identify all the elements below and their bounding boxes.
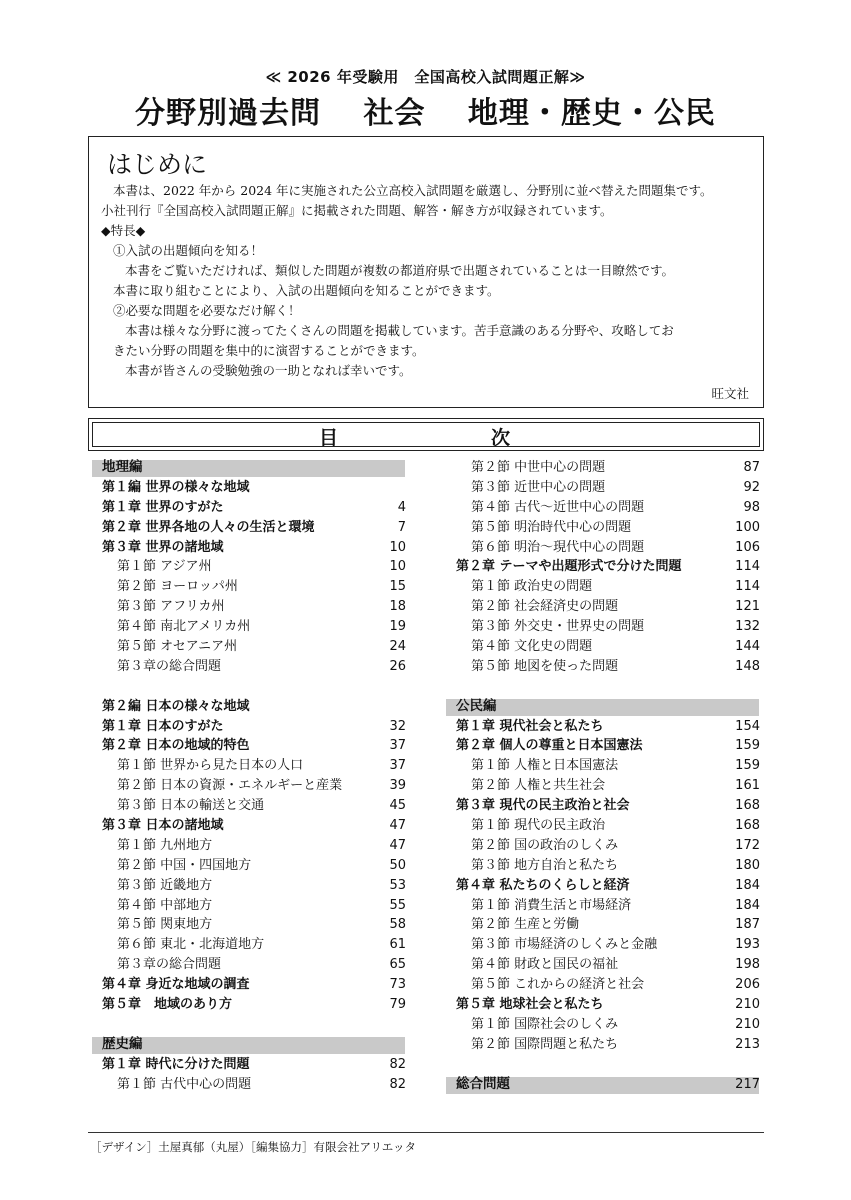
toc-entry-title: 第２章 個人の尊重と日本国憲法 <box>456 738 643 754</box>
toc-entry-title: 第３章 現代の民主政治と社会 <box>456 798 630 814</box>
toc-entry-page: 7 <box>397 519 406 535</box>
toc-entry-page: 37 <box>389 758 406 774</box>
toc-part-header <box>92 458 412 478</box>
toc-entry-page: 159 <box>735 758 760 774</box>
toc-entry-page: 187 <box>735 917 760 933</box>
toc-entry-page: 47 <box>389 818 406 834</box>
toc-entry-title: 第５節 これからの経済と社会 <box>471 977 645 993</box>
toc-entry-page: 39 <box>389 778 406 794</box>
toc-entry-title: 第３節 近畿地方 <box>117 877 213 893</box>
toc-section-row <box>446 1035 766 1055</box>
intro-line: 本書は、2022 年から 2024 年に実施された公立高校入試問題を厳選し、分野別に並べ替えた問題集です。 <box>113 183 713 198</box>
toc-entry-title: 第１節 人権と日本国憲法 <box>471 758 619 774</box>
toc-section-row <box>446 776 766 796</box>
toc-entry-page: 87 <box>743 460 760 475</box>
toc-section-row <box>92 856 412 876</box>
toc-entry-page: 82 <box>389 1056 406 1072</box>
toc-entry-title: 公民編 <box>456 697 497 714</box>
toc-entry-page: 19 <box>389 619 406 635</box>
toc-section-row <box>446 756 766 776</box>
toc-entry-title: 地理編 <box>102 459 143 475</box>
toc-entry-page: 206 <box>735 977 760 993</box>
toc-chapter-row <box>92 816 412 836</box>
toc-entry-title: 第１編 世界の様々な地域 <box>102 479 250 495</box>
toc-entry-title: 第３章の総合問題 <box>117 957 222 973</box>
intro-heading: はじめに <box>107 150 208 179</box>
toc-section-row <box>92 756 412 776</box>
toc-chapter-row <box>92 518 412 538</box>
toc-section-row <box>446 597 766 617</box>
toc-entry-page: 37 <box>389 738 406 754</box>
toc-section-row <box>92 935 412 955</box>
toc-entry-title: 第４節 南北アメリカ州 <box>117 619 251 635</box>
toc-entry-page: 65 <box>389 957 406 973</box>
toc-section-row <box>446 915 766 935</box>
toc-section-row <box>446 478 766 498</box>
toc-entry-title: 第４節 財政と国民の福祉 <box>471 957 619 973</box>
toc-entry-title: 第５節 明治時代中心の問題 <box>471 519 632 535</box>
toc-entry-title: 第４節 古代～近世中心の問題 <box>471 499 645 515</box>
toc-part-header <box>446 697 766 717</box>
toc-entry-page: 61 <box>389 937 406 953</box>
toc-entry-page: 18 <box>389 599 406 615</box>
toc-entry-page: 58 <box>389 917 406 933</box>
toc-entry-title: 第５節 関東地方 <box>117 917 213 933</box>
toc-entry-title: 第４節 中部地方 <box>117 897 213 913</box>
intro-box <box>88 136 764 408</box>
toc-section-row <box>446 617 766 637</box>
toc-entry-title: 第６節 東北・北海道地方 <box>117 937 265 953</box>
toc-entry-page: 92 <box>743 479 760 495</box>
toc-entry-page: 10 <box>389 559 406 575</box>
toc-entry-page: 210 <box>735 1016 760 1032</box>
toc-entry-page: 98 <box>743 499 760 515</box>
toc-chapter-row <box>92 697 412 717</box>
toc-chapter-row <box>446 995 766 1015</box>
toc-section-row <box>446 637 766 657</box>
toc-section-row <box>446 538 766 558</box>
toc-entry-title: 第３節 近世中心の問題 <box>471 479 606 495</box>
toc-entry-title: 第２節 ヨーロッパ州 <box>117 579 238 595</box>
toc-entry-page: 55 <box>389 897 406 913</box>
toc-entry-page: 121 <box>735 599 760 615</box>
toc-chapter-row <box>446 717 766 737</box>
toc-section-row <box>92 955 412 975</box>
toc-entry-page: 26 <box>389 658 406 674</box>
toc-section-row <box>446 1015 766 1035</box>
intro-line: ◆特長◆ <box>101 223 146 238</box>
toc-entry-title: 第１節 消費生活と市場経済 <box>471 897 632 913</box>
toc-entry-page: 213 <box>735 1036 760 1052</box>
toc-section-row <box>446 498 766 518</box>
toc-spacer <box>92 677 412 697</box>
intro-line: 本書に取り組むことにより、入試の出題傾向を知ることができます。 <box>113 283 500 298</box>
toc-chapter-row <box>92 538 412 558</box>
toc-section-row <box>446 836 766 856</box>
toc-section-row <box>92 577 412 597</box>
toc-entry-title: 第３章 日本の諸地域 <box>102 818 224 834</box>
toc-entry-title: 第１節 九州地方 <box>117 837 213 853</box>
toc-entry-title: 第４章 私たちのくらしと経済 <box>456 877 630 893</box>
toc-entry-page: 154 <box>735 718 760 734</box>
toc-entry-page: 198 <box>735 957 760 973</box>
toc-section-row <box>92 597 412 617</box>
toc-entry-title: 歴史編 <box>102 1035 143 1052</box>
toc-section-row <box>92 1075 412 1095</box>
toc-entry-page: 50 <box>389 857 406 873</box>
toc-spacer <box>92 1015 412 1035</box>
toc-entry-title: 第１章 現代社会と私たち <box>456 718 604 734</box>
toc-section-row <box>446 856 766 876</box>
toc-chapter-row <box>446 796 766 816</box>
toc-section-row <box>446 975 766 995</box>
toc-chapter-row <box>446 876 766 896</box>
toc-entry-title: 第２章 テーマや出題形式で分けた問題 <box>456 559 682 575</box>
toc-entry-page: 24 <box>389 639 406 655</box>
intro-line: 小社刊行『全国高校入試問題正解』に掲載された問題、解答・解き方が収録されています。 <box>101 203 613 218</box>
toc-entry-page: 10 <box>389 539 406 555</box>
toc-entry-title: 第４章 身近な地域の調査 <box>102 977 250 993</box>
toc-section-row <box>92 657 412 677</box>
toc-chapter-row <box>92 478 412 498</box>
toc-entry-title: 第２節 中世中心の問題 <box>471 460 606 475</box>
toc-entry-title: 第２節 日本の資源・エネルギーと産業 <box>117 778 343 794</box>
toc-entry-page: 168 <box>735 818 760 834</box>
intro-body <box>101 181 755 381</box>
toc-column-right <box>446 458 766 1095</box>
toc-chapter-row <box>92 736 412 756</box>
intro-line: 本書が皆さんの受験勉強の一助となれば幸いです。 <box>125 363 412 378</box>
footer-divider <box>88 1132 764 1133</box>
toc-entry-page: 4 <box>397 499 406 515</box>
publisher: 旺文社 <box>711 386 749 401</box>
toc-entry-title: 第２節 人権と共生社会 <box>471 778 606 794</box>
toc-entry-page: 180 <box>735 857 760 873</box>
toc-entry-title: 第１節 国際社会のしくみ <box>471 1016 619 1032</box>
toc-entry-page: 184 <box>735 877 760 893</box>
toc-chapter-row <box>92 1055 412 1075</box>
toc-section-row <box>446 577 766 597</box>
toc-title-left: 目 <box>319 427 339 449</box>
toc-entry-title: 第１節 世界から見た日本の人口 <box>117 758 304 774</box>
toc-entry-page: 45 <box>389 798 406 814</box>
toc-section-row <box>92 637 412 657</box>
toc-chapter-row <box>92 498 412 518</box>
toc-entry-title: 第３節 外交史・世界史の問題 <box>471 619 645 635</box>
toc-section-row <box>446 518 766 538</box>
intro-line: 本書をご覧いただければ、類似した問題が複数の都道府県で出題されていることは一目瞭然です。 <box>125 263 675 278</box>
toc-entry-title: 第２編 日本の様々な地域 <box>102 698 250 714</box>
toc-entry-title: 第４節 文化史の問題 <box>471 639 593 655</box>
toc-part-header <box>92 1035 412 1055</box>
toc-section-row <box>446 657 766 677</box>
toc-part-header <box>446 1075 766 1095</box>
toc-section-row <box>446 935 766 955</box>
toc-entry-title: 第１節 政治史の問題 <box>471 579 593 595</box>
toc-entry-title: 第２章 日本の地域的特色 <box>102 738 250 754</box>
toc-entry-title: 第３節 地方自治と私たち <box>471 857 619 873</box>
toc-entry-page: 106 <box>735 539 760 555</box>
toc-entry-title: 第５章 地域のあり方 <box>102 997 233 1013</box>
toc-section-row <box>92 617 412 637</box>
toc-spacer <box>446 677 766 697</box>
toc-entry-page: 132 <box>735 619 760 635</box>
toc-entry-page: 73 <box>389 977 406 993</box>
toc-entry-title: 第３節 市場経済のしくみと金融 <box>471 937 658 953</box>
intro-line: 本書は様々な分野に渡ってたくさんの問題を掲載しています。苦手意識のある分野や、攻略してお <box>125 323 674 338</box>
toc-entry-page: 47 <box>389 837 406 853</box>
toc-entry-page: 32 <box>389 718 406 734</box>
toc-title-box <box>88 418 764 451</box>
toc-section-row <box>92 796 412 816</box>
toc-section-row <box>92 557 412 577</box>
toc-entry-page: 148 <box>735 658 760 674</box>
intro-line: きたい分野の問題を集中的に演習することができます。 <box>113 343 425 358</box>
toc-column-left <box>92 458 412 1095</box>
toc-entry-title: 第１章 時代に分けた問題 <box>102 1056 250 1072</box>
toc-section-row <box>92 915 412 935</box>
toc-entry-page: 159 <box>735 738 760 754</box>
toc-entry-title: 第３節 アフリカ州 <box>117 599 225 615</box>
toc-entry-page: 168 <box>735 798 760 814</box>
toc-entry-page: 144 <box>735 639 760 655</box>
toc-entry-title: 第１節 現代の民主政治 <box>471 818 606 834</box>
toc-entry-title: 第６節 明治～現代中心の問題 <box>471 539 645 555</box>
toc-entry-page: 79 <box>389 997 406 1013</box>
toc-entry-title: 第１節 アジア州 <box>117 559 212 575</box>
toc-entry-page: 210 <box>735 997 760 1013</box>
toc-entry-title: 総合問題 <box>456 1075 510 1092</box>
toc-entry-page: 114 <box>735 559 760 575</box>
toc-entry-title: 第１章 世界のすがた <box>102 499 224 515</box>
toc-entry-page: 161 <box>735 778 760 794</box>
toc-entry-title: 第２節 生産と労働 <box>471 917 580 933</box>
toc-entry-title: 第３章の総合問題 <box>117 658 222 674</box>
toc-chapter-row <box>446 736 766 756</box>
toc-title-right: 次 <box>491 427 511 449</box>
toc-entry-title: 第１章 日本のすがた <box>102 718 224 734</box>
toc-entry-page: 82 <box>389 1076 406 1092</box>
supertitle: ≪ 2026 年受験用 全国高校入試問題正解≫ <box>265 68 586 86</box>
toc-section-row <box>446 955 766 975</box>
toc-entry-title: 第２節 国の政治のしくみ <box>471 837 619 853</box>
toc-entry-title: 第５章 地球社会と私たち <box>456 997 604 1013</box>
toc-entry-page: 184 <box>735 897 760 913</box>
toc-chapter-row <box>92 975 412 995</box>
toc-entry-title: 第３節 日本の輸送と交通 <box>117 798 265 814</box>
toc-chapter-row <box>446 557 766 577</box>
toc-entry-page: 217 <box>735 1076 760 1092</box>
toc-entry-page: 100 <box>735 519 760 535</box>
toc-entry-title: 第１節 古代中心の問題 <box>117 1076 252 1092</box>
toc-entry-title: 第２章 世界各地の人々の生活と環境 <box>102 519 315 535</box>
toc-entry-page: 172 <box>735 837 760 853</box>
toc-entry-title: 第２節 中国・四国地方 <box>117 857 252 873</box>
toc-entry-page: 15 <box>389 579 406 595</box>
toc-chapter-row <box>92 717 412 737</box>
toc-section-row <box>92 836 412 856</box>
intro-line: ①入試の出題傾向を知る！ <box>113 243 264 258</box>
credits-footer: ［デザイン］土屋真郁（丸屋）［編集協力］有限会社アリエッタ <box>90 1140 417 1154</box>
toc-entry-page: 193 <box>735 937 760 953</box>
toc-section-row <box>446 458 766 478</box>
toc-entry-page: 114 <box>735 579 760 595</box>
toc-section-row <box>92 776 412 796</box>
toc-entry-title: 第２節 社会経済史の問題 <box>471 599 619 615</box>
toc-section-row <box>446 896 766 916</box>
intro-line: ②必要な問題を必要なだけ解く！ <box>113 303 301 318</box>
toc-entry-page: 53 <box>389 877 406 893</box>
page-title: 分野別過去問 社会 地理・歴史・公民 <box>135 96 716 131</box>
toc-entry-title: 第３章 世界の諸地域 <box>102 539 224 555</box>
toc-spacer <box>446 1055 766 1075</box>
toc-entry-title: 第２節 国際問題と私たち <box>471 1036 619 1052</box>
toc-entry-title: 第５節 地図を使った問題 <box>471 658 619 674</box>
toc-entry-title: 第５節 オセアニア州 <box>117 639 238 655</box>
toc-chapter-row <box>92 995 412 1015</box>
toc-section-row <box>446 816 766 836</box>
toc-section-row <box>92 896 412 916</box>
toc-section-row <box>92 876 412 896</box>
